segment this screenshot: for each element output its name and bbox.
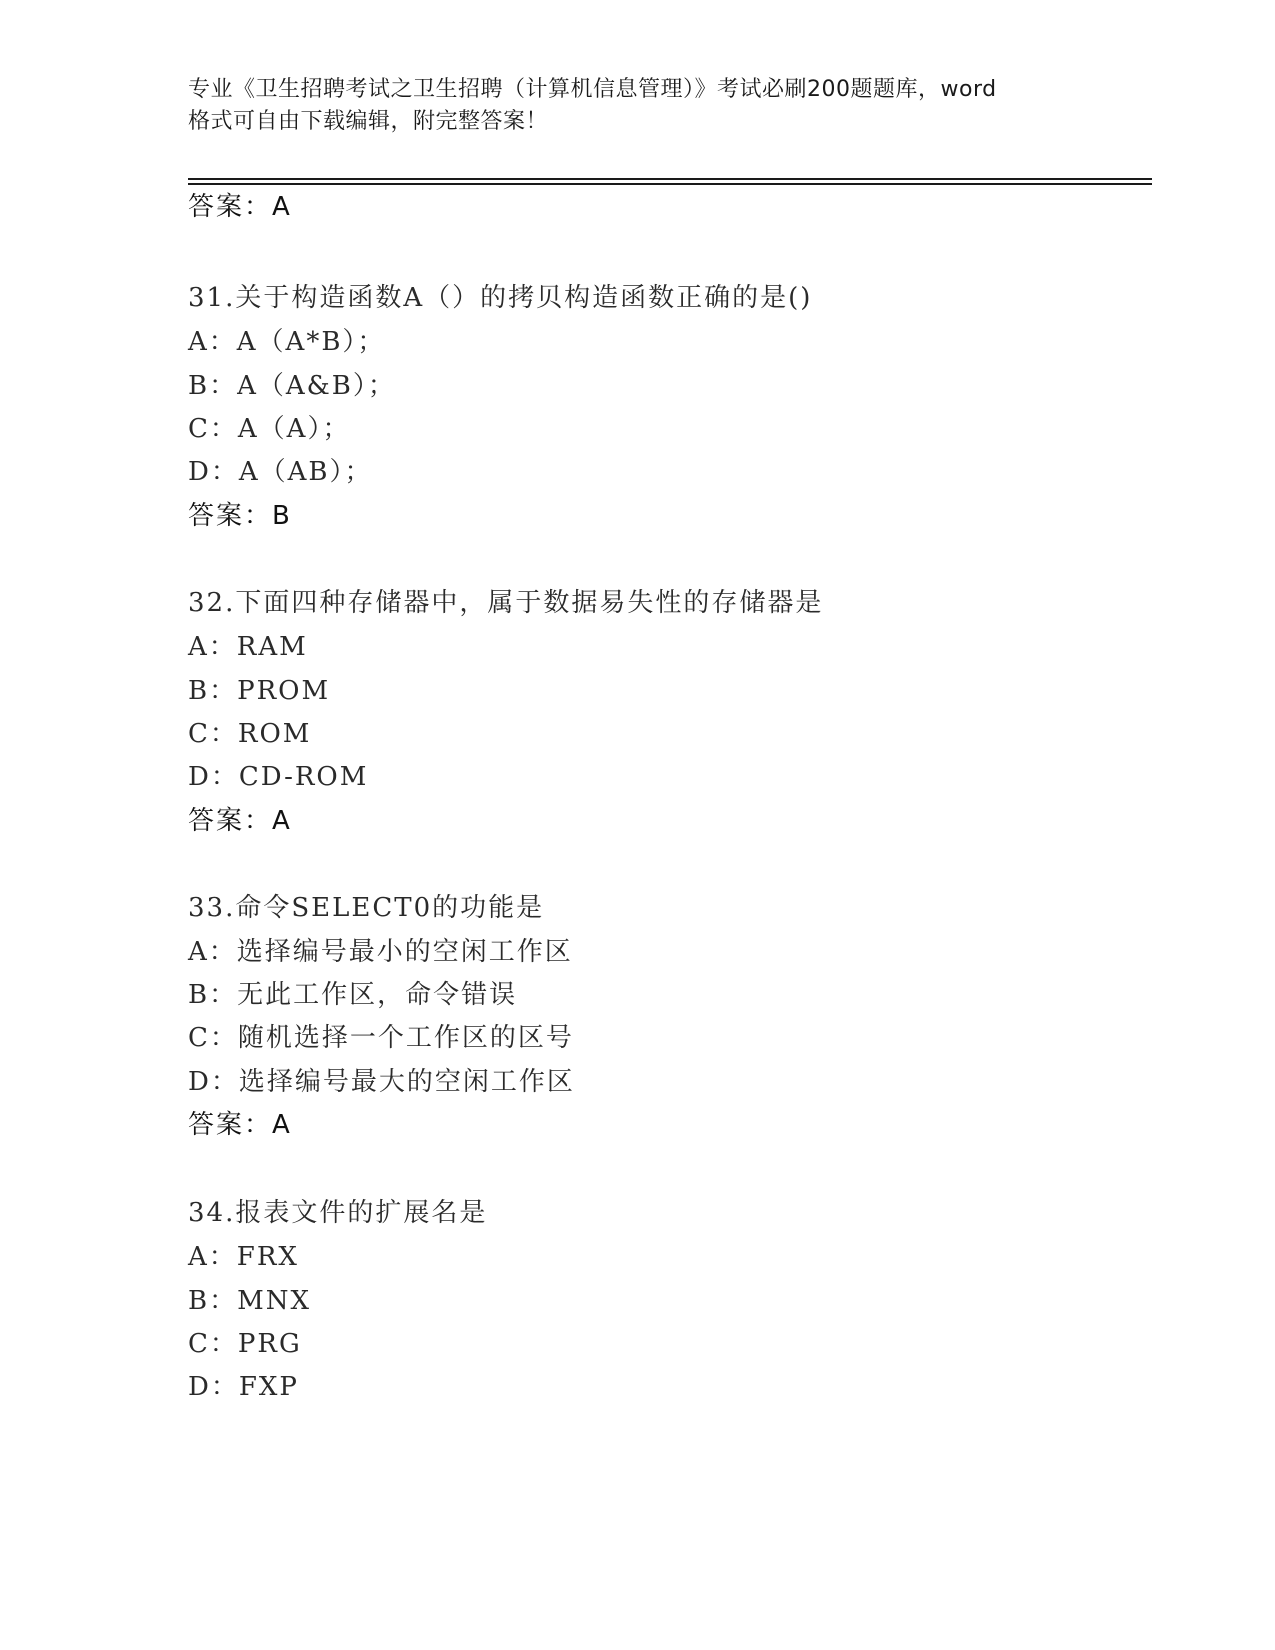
header-line-2: 格式可自由下载编辑，附完整答案！: [188, 109, 549, 134]
question-31-option-b: B：A（A&B）；: [188, 371, 396, 401]
question-34-option-c: C：PRG: [188, 1329, 302, 1359]
question-34-option-a: A：FRX: [188, 1242, 299, 1272]
question-33-stem: 33.命令SELECT0的功能是: [188, 893, 545, 923]
question-34-option-d: D：FXP: [188, 1372, 299, 1402]
question-33-option-a: A：选择编号最小的空闲工作区: [188, 937, 573, 967]
header-divider-top: [188, 178, 1152, 180]
question-33-option-d: D：选择编号最大的空闲工作区: [188, 1067, 575, 1097]
question-32-stem: 32.下面四种存储器中，属于数据易失性的存储器是: [188, 588, 824, 618]
question-32-option-c: C：ROM: [188, 719, 312, 749]
question-32-answer: 答案：A: [188, 806, 292, 836]
question-31-option-a: A：A（A*B）；: [188, 327, 386, 357]
question-32-option-d: D：CD-ROM: [188, 762, 369, 792]
header-divider-bottom: [188, 183, 1152, 185]
question-31-option-c: C：A（A）；: [188, 414, 351, 444]
question-32-option-a: A：RAM: [188, 632, 308, 662]
answer-line: 答案：A: [188, 192, 292, 222]
question-33-option-b: B：无此工作区，命令错误: [188, 980, 518, 1010]
question-31-option-d: D：A（AB）；: [188, 457, 373, 487]
question-34-option-b: B：MNX: [188, 1286, 311, 1316]
question-32-option-b: B：PROM: [188, 676, 331, 706]
document-header: [188, 74, 1088, 138]
question-33-answer: 答案：A: [188, 1110, 292, 1140]
question-33-option-c: C：随机选择一个工作区的区号: [188, 1023, 574, 1053]
question-34-stem: 34.报表文件的扩展名是: [188, 1198, 488, 1228]
header-line-1: 专业《卫生招聘考试之卫生招聘（计算机信息管理）》考试必刷200题题库，word: [188, 77, 997, 102]
question-31-answer: 答案：B: [188, 501, 292, 531]
question-31-stem: 31.关于构造函数A（）的拷贝构造函数正确的是(): [188, 283, 813, 313]
